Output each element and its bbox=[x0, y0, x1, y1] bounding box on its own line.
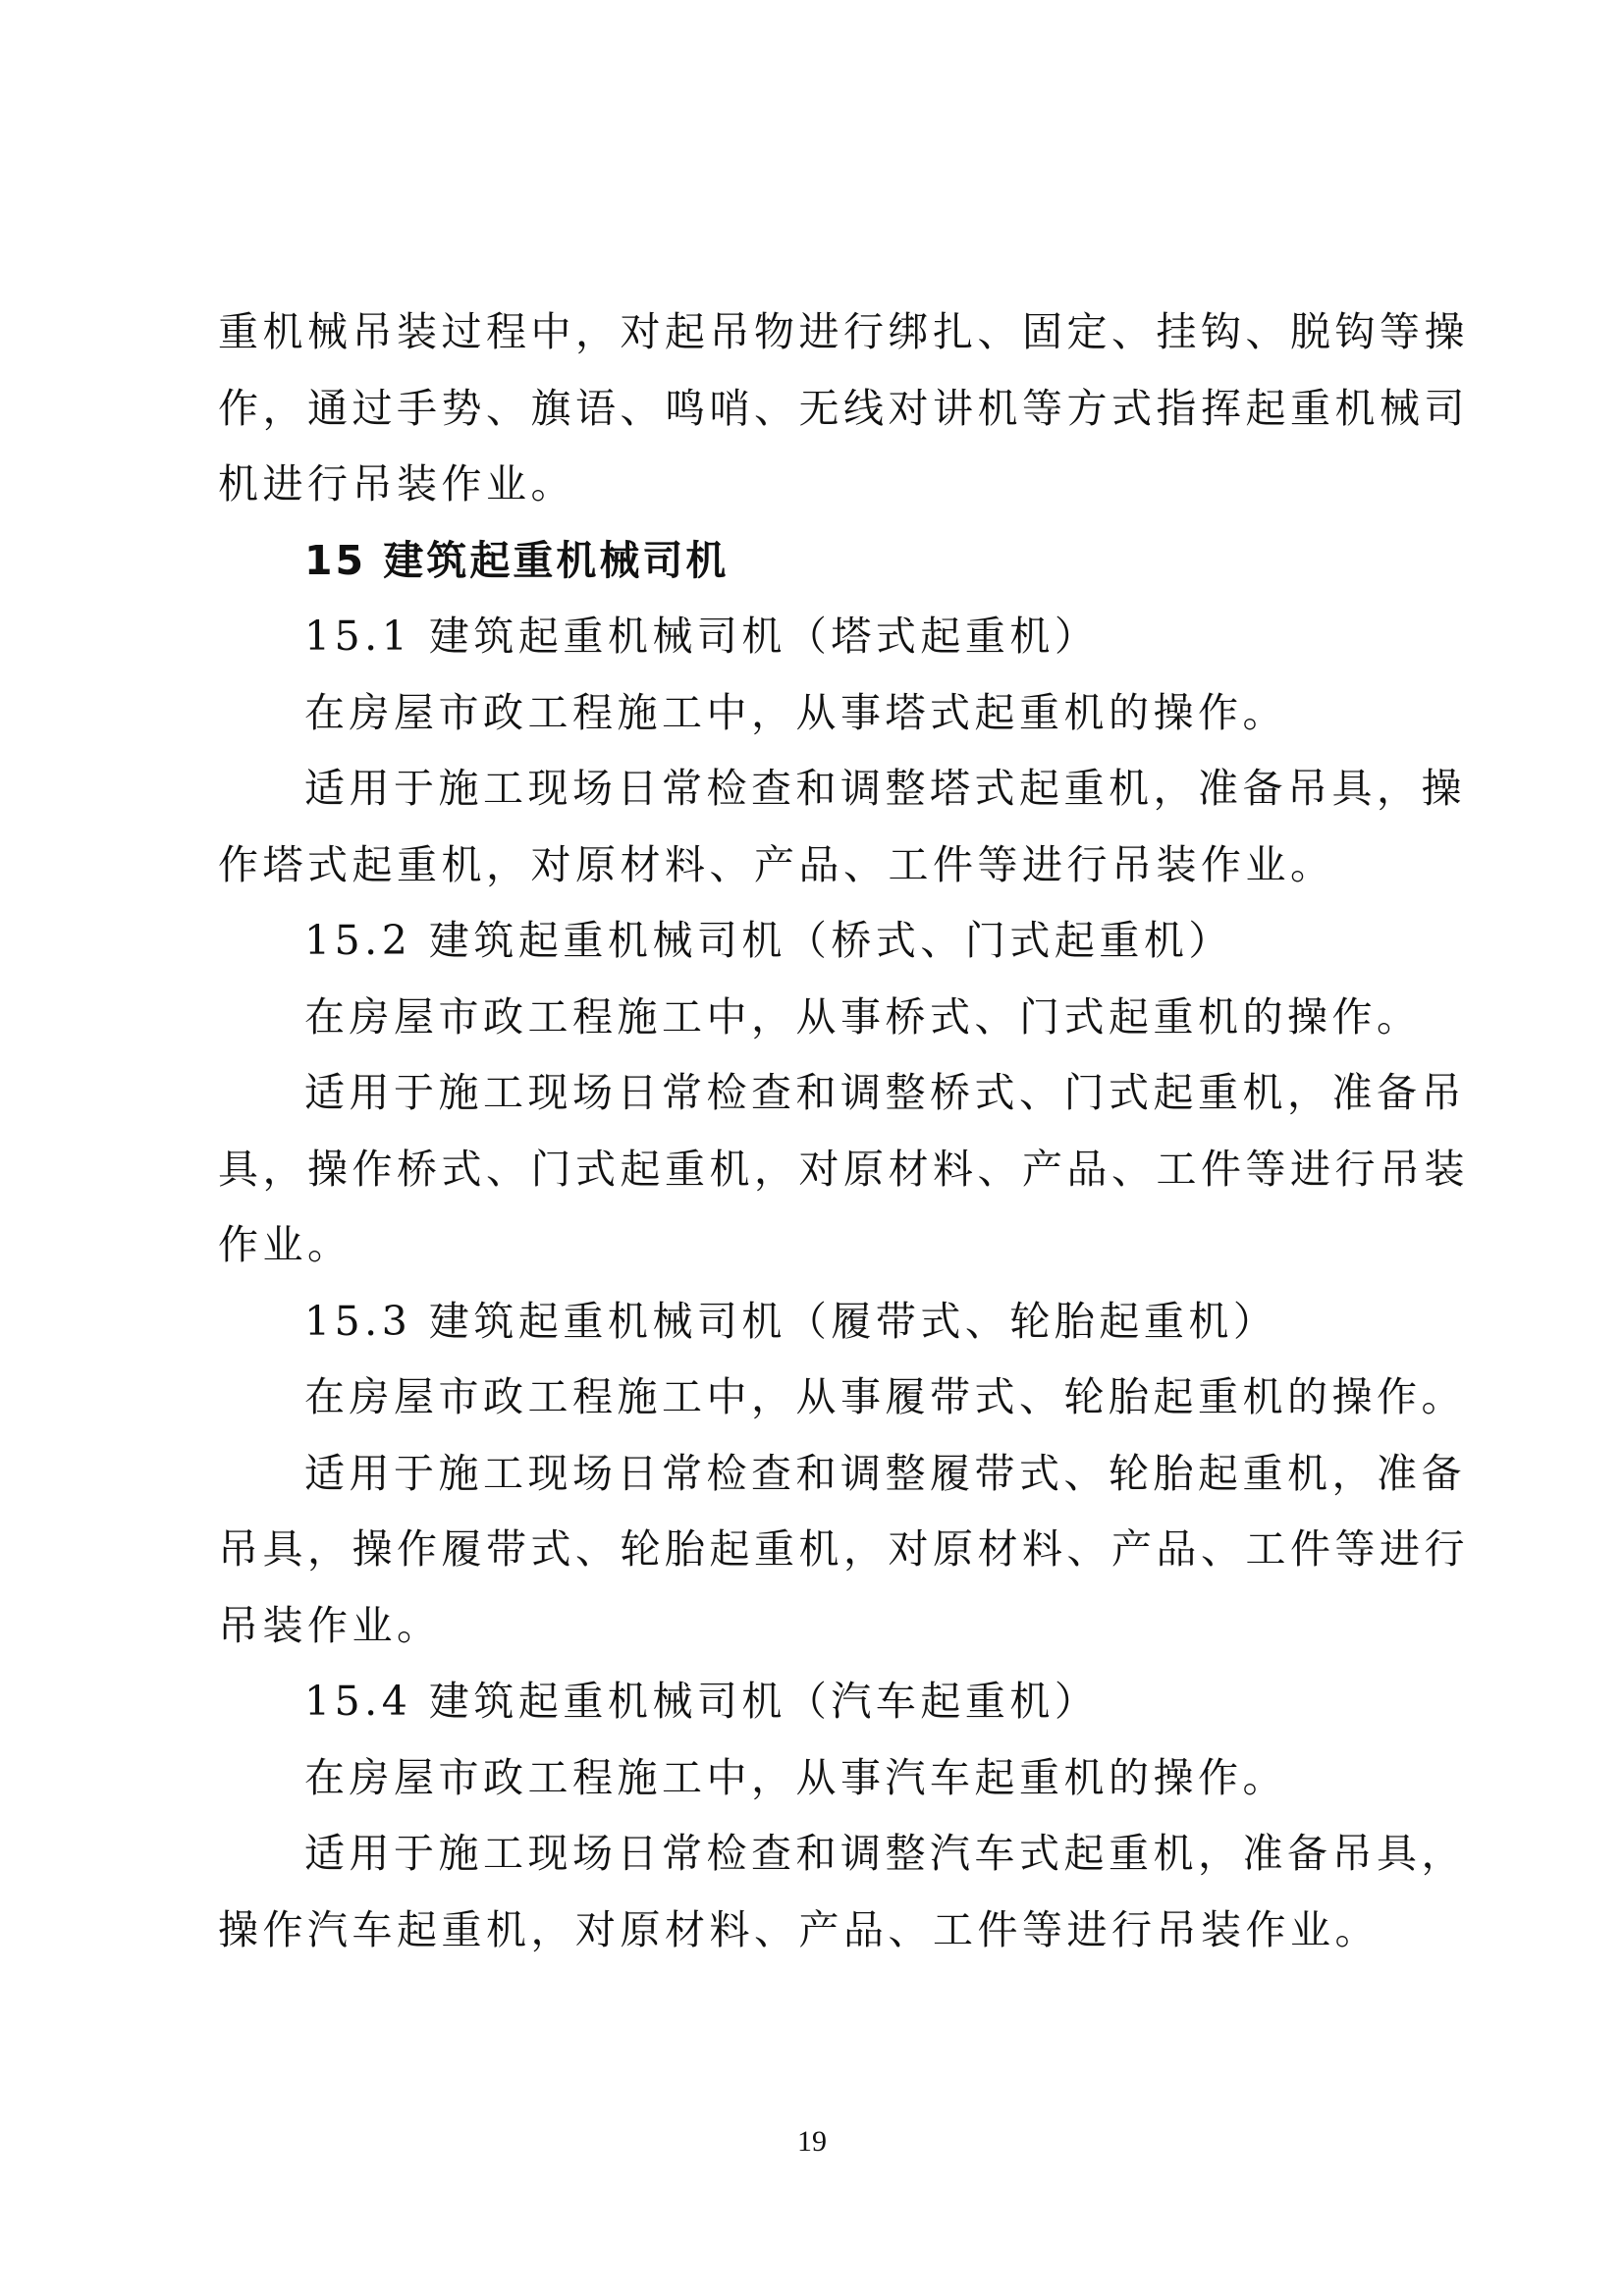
subsection-heading-15-2: 15.2 建筑起重机械司机（桥式、门式起重机） bbox=[304, 917, 1233, 964]
subsection-heading-15-3: 15.3 建筑起重机械司机（履带式、轮胎起重机） bbox=[304, 1297, 1278, 1345]
definition-paragraph: 在房屋市政工程施工中，从事桥式、门式起重机的操作。 bbox=[304, 992, 1422, 1041]
scope-paragraph-line: 适用于施工现场日常检查和调整履带式、轮胎起重机，准备 bbox=[304, 1449, 1466, 1497]
definition-paragraph: 在房屋市政工程施工中，从事履带式、轮胎起重机的操作。 bbox=[304, 1373, 1466, 1420]
scope-paragraph-line: 作业。 bbox=[218, 1221, 352, 1268]
scope-paragraph-line: 操作汽车起重机，对原材料、产品、工件等进行吊装作业。 bbox=[218, 1905, 1380, 1953]
subsection-heading-15-1: 15.1 建筑起重机械司机（塔式起重机） bbox=[304, 613, 1100, 660]
paragraph-continuation-line: 重机械吊装过程中，对起吊物进行绑扎、固定、挂钩、脱钩等操 bbox=[218, 308, 1469, 355]
page-number: 19 bbox=[797, 2125, 827, 2158]
scope-paragraph-line: 适用于施工现场日常检查和调整桥式、门式起重机，准备吊 bbox=[304, 1069, 1466, 1116]
definition-paragraph: 在房屋市政工程施工中，从事汽车起重机的操作。 bbox=[304, 1753, 1287, 1801]
scope-paragraph-line: 具，操作桥式、门式起重机，对原材料、产品、工件等进行吊装 bbox=[218, 1145, 1469, 1193]
scope-paragraph-line: 作塔式起重机，对原材料、产品、工件等进行吊装作业。 bbox=[218, 840, 1335, 888]
paragraph-continuation-line: 作，通过手势、旗语、鸣哨、无线对讲机等方式指挥起重机械司 bbox=[218, 384, 1469, 432]
subsection-heading-15-4: 15.4 建筑起重机械司机（汽车起重机） bbox=[304, 1678, 1100, 1725]
scope-paragraph-line: 适用于施工现场日常检查和调整塔式起重机，准备吊具，操 bbox=[304, 765, 1466, 812]
scope-paragraph-line: 吊装作业。 bbox=[218, 1601, 442, 1649]
body-text bbox=[218, 294, 1469, 1968]
section-heading-15: 15 建筑起重机械司机 bbox=[304, 536, 730, 584]
scope-paragraph-line: 吊具，操作履带式、轮胎起重机，对原材料、产品、工件等进行 bbox=[218, 1525, 1469, 1573]
paragraph-continuation-line: 机进行吊装作业。 bbox=[218, 460, 575, 507]
definition-paragraph: 在房屋市政工程施工中，从事塔式起重机的操作。 bbox=[304, 688, 1287, 736]
scope-paragraph-line: 适用于施工现场日常检查和调整汽车式起重机，准备吊具， bbox=[304, 1830, 1466, 1877]
